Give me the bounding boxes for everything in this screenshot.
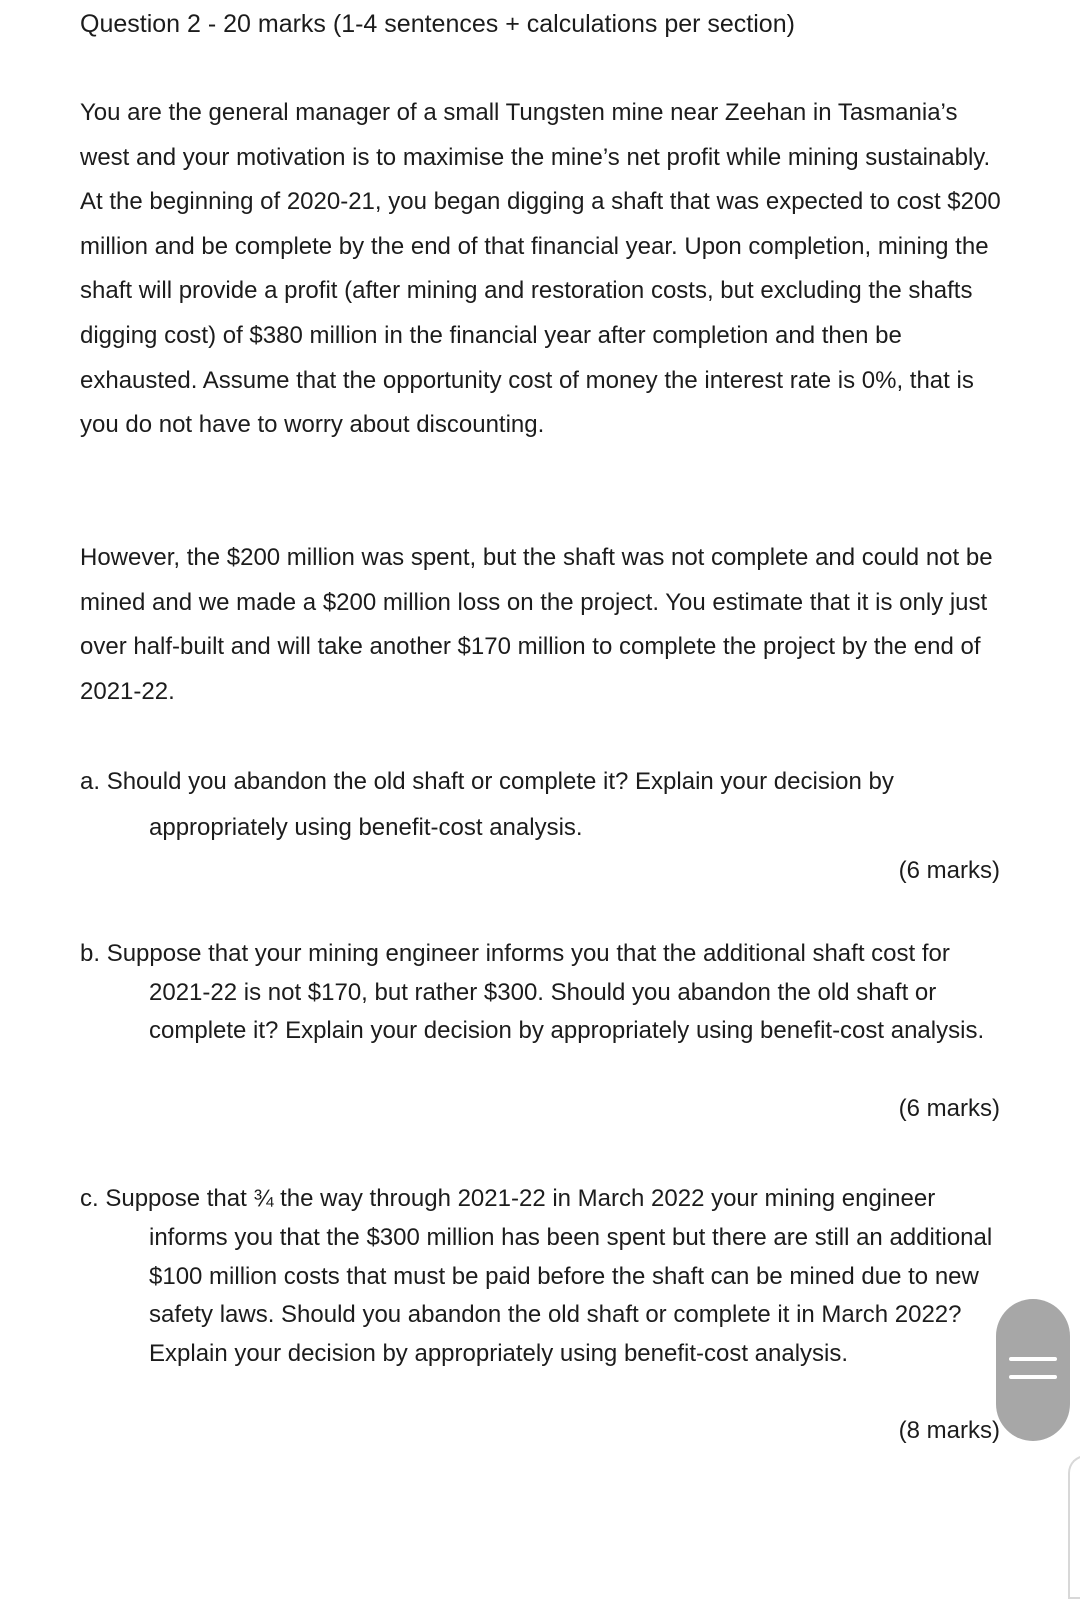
part-a-text xyxy=(80,759,1010,850)
handle-grip-line xyxy=(1009,1375,1057,1379)
part-b xyxy=(80,935,1010,1051)
part-a xyxy=(80,759,1010,850)
part-a-marks: (6 marks) xyxy=(898,857,1000,884)
part-c xyxy=(80,1180,1010,1374)
handle-grip-line xyxy=(1009,1357,1057,1361)
part-c-marks: (8 marks) xyxy=(898,1417,1000,1444)
part-b-marks: (6 marks) xyxy=(898,1095,1000,1122)
part-b-label: b. xyxy=(80,940,101,967)
part-c-body: Suppose that ¾ the way through 2021-22 in March 2022 your mining engineer informs you that the $300 million has been spent but there are still an additional $100 million costs that must be paid before the shaft can be mined due to new safety laws. Should you abandon the old shaft or complete it in March 2022? Explain your decision by appropriately using benefit-cost analysis. xyxy=(105,1185,993,1368)
part-b-body: Suppose that your mining engineer informs you that the additional shaft cost for 2021-22 is not $170, but rather $300. Should you abandon the old shaft or complete it? Explain your decision by appropriately using benefit-cost analysis. xyxy=(106,940,985,1045)
drag-handle-icon[interactable] xyxy=(996,1299,1070,1441)
side-panel-edge[interactable] xyxy=(1068,1455,1080,1599)
part-c-label: c. xyxy=(80,1185,99,1212)
second-paragraph: However, the $200 million was spent, but the shaft was not complete and could not be mined and we made a $200 million loss on the project. You estimate that it is only just over half-built and will take another $170 million to complete the project by the end of 2021-22. xyxy=(80,544,993,705)
question-title: Question 2 - 20 marks (1-4 sentences + calculations per section) xyxy=(80,10,795,38)
part-b-text xyxy=(80,935,1010,1051)
part-c-text xyxy=(80,1180,1010,1374)
part-a-body: Should you abandon the old shaft or complete it? Explain your decision by appropriately using benefit-cost analysis. xyxy=(106,768,894,841)
intro-paragraph: You are the general manager of a small Tungsten mine near Zeehan in Tasmania’s west and your motivation is to maximise the mine’s net profit while mining sustainably. At the beginning of 2020-21, you began digging a shaft that was expected to cost $200 million and be complete by the end of that financial year. Upon completion, mining the shaft will provide a profit (after mining and restoration costs, but excluding the shafts digging cost) of $380 million in the financial year after completion and then be exhausted. Assume that the opportunity cost of money the interest rate is 0%, that is you do not have to worry about discounting. xyxy=(80,99,1001,439)
part-a-label: a. xyxy=(80,768,101,795)
